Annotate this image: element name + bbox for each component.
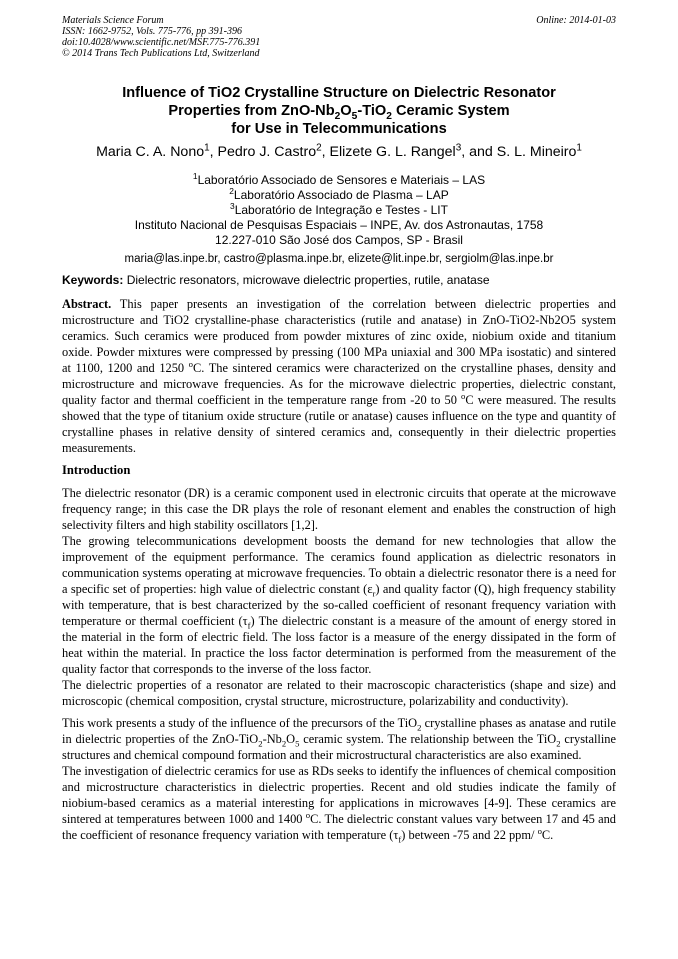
author: Pedro J. Castro$^2$, <box>217 142 330 160</box>
journal-copyright: © 2014 Trans Tech Publications Ltd, Switzerland <box>62 48 260 59</box>
affiliation-line: $^1$Laboratório Associado de Sensores e Materiais – LAS <box>192 171 486 187</box>
paragraph: The investigation of dielectric ceramics for use as RDs seeks to identify the influences of chemical composition and microstructure characteristics in dielectric properties. Recent and old studies indicate the family of niobium-based ceramics as a material interesting for applications in microwaves [4-9]. These ceramics are sintered at temperatures between 1000 and 1400 $^o$C. The dielectric constant values vary between 17 and 45 and the coefficient of resonance frequency variation with temperature $(\tau_f)$ between -75 and 22 ppm/ $^o$C. <box>62 764 616 845</box>
affiliation-line: $^2$Laboratório Associado de Plasma – LAP <box>229 186 449 202</box>
introduction-body <box>62 485 616 843</box>
title-line-2: Properties from ZnO-$Nb_2O_5-TiO_2$ Ceramic System <box>168 103 510 122</box>
journal-header <box>62 15 616 59</box>
author: Maria C. A. Nono$^1$, <box>96 142 218 160</box>
keywords <box>62 273 616 288</box>
abstract-label: Abstract. <box>62 297 112 311</box>
journal-name: Materials Science Forum <box>62 15 164 26</box>
affiliation-line: $^3$Laboratório de Integração e Testes - LIT <box>230 201 448 217</box>
affiliations <box>62 173 616 248</box>
online-date: Online: 2014-01-03 <box>536 15 616 26</box>
abstract: Abstract. This paper presents an investigation of the correlation between dielectric properties and microstructure and TiO2 crystalline-phase characteristics (rutile and anatase) in ZnO-TiO2-Nb2O5 system ceramics. Such ceramics were produced from powder mixtures of zinc oxide, niobium oxide and titanium oxide. Powder mixtures were compressed by pressing (100 MPa uniaxial and 300 MPa isostatic) and sintered at 1100, 1200 and 1250 $^o$C. The sintered ceramics were characterized on the crystalline phases, density and microstructure and microwave frequencies. As for the microwave dielectric properties, dielectric constant, quality factor and thermal coefficient in the temperature range from -20 to 50 $^o$C were measured. The results showed that the type of titanium oxide structure (rutile or anatase) causes influence on the type and quantity of crystalline phases in relative density of sintered ceramics and, consequently in their dielectric properties measurements. <box>62 297 616 455</box>
keywords-label: Keywords: <box>62 273 124 287</box>
affiliation-line: Instituto Nacional de Pesquisas Espaciais – INPE, Av. dos Astronautas, 1758 <box>134 218 544 232</box>
paragraph: This work presents a study of the influence of the precursors of the TiO$_2$ crystalline phases as anatase and rutile in dielectric properties of the ZnO-$TiO_2-Nb_2O_5$ ceramic system. The relationship between the TiO$_2$ crystalline structures and chemical compound formation and their microstructural characteristics are also examined. <box>62 716 616 762</box>
author: S. L. Mineiro$^1$ <box>496 142 582 160</box>
paragraph: The dielectric properties of a resonator are related to their macroscopic characteristics (shape and size) and microscopic (chemical composition, crystal structure, microstructure, polarizability and conductivity). <box>62 678 616 708</box>
affiliation-line: 12.227-010 São José dos Campos, SP - Brasil <box>215 233 463 247</box>
title-line-1: Influence of TiO2 Crystalline Structure on Dielectric Resonator <box>122 85 556 101</box>
author-emails: maria@las.inpe.br, castro@plasma.inpe.br, elizete@lit.inpe.br, sergiolm@las.inpe.br <box>124 253 554 265</box>
journal-issn: ISSN: 1662-9752, Vols. 775-776, pp 391-396 <box>62 26 242 37</box>
author: Elizete G. L. Rangel$^3$, and <box>329 142 497 160</box>
paragraph: The growing telecommunications development boosts the demand for new technologies that allow the improvement of the equipment performance. The ceramics found application as dielectric resonators in communication systems operating at microwave frequencies. To obtain a dielectric resonator there is a need for a specific set of properties: high value of dielectric constant $(\varepsilon_r)$ and quality factor (Q), high frequency stability with temperature, that is best characterized by the so-called coefficient of resonant frequency variation with temperature or thermal coefficient $(\tau_f)$ The dielectric constant is a measure of the amount of energy stored in the material in the form of electric field. The loss factor is a measure of the energy dissipated in the form of heat within the material. In practice the loss factor determination is performed from the measurement of the quality factor that corresponds to the inverse of the loss factor. <box>62 534 616 676</box>
journal-doi: doi:10.4028/www.scientific.net/MSF.775-776.391 <box>62 37 261 48</box>
author-list <box>40 143 638 161</box>
paragraph: The dielectric resonator (DR) is a ceramic component used in electronic circuits that operate at the microwave frequency range; in this case the DR plays the role of resonant element and enables the construction of high selectivity filters and high stability oscillators [1,2]. <box>62 486 616 532</box>
paper-title <box>62 84 616 138</box>
keywords-text: Dielectric resonators, microwave dielectric properties, rutile, anatase <box>123 273 490 287</box>
section-heading: Introduction <box>62 463 131 477</box>
title-line-3: for Use in Telecommunications <box>231 121 447 137</box>
